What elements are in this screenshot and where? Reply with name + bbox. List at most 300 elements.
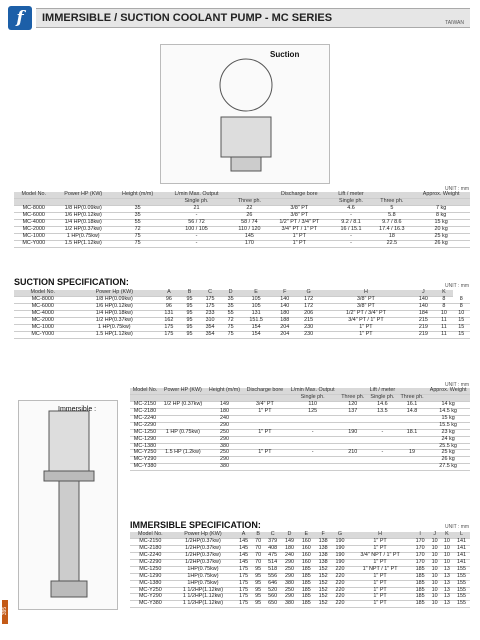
- country-label: TAIWAN: [445, 20, 464, 26]
- table1-cell: -: [331, 233, 372, 240]
- suction-spec-cell: 172: [297, 296, 321, 303]
- table1-cell: 26 kg: [412, 240, 470, 247]
- immersible-spec-cell: 10: [429, 566, 441, 573]
- table1-header-cell: L/min Max. Output: [162, 192, 231, 198]
- table3-cell: [339, 415, 367, 422]
- immersible-spec-cell: 475: [264, 552, 281, 559]
- table3-cell: MC-1290: [130, 436, 160, 443]
- immersible-spec-cell: 650: [264, 601, 281, 608]
- immersible-spec-cell: 1/2HP(0.37kw): [171, 552, 236, 559]
- immersible-spec-row: [130, 580, 470, 587]
- suction-spec-cell: 8: [435, 296, 452, 303]
- table1-cell: 35: [113, 212, 162, 219]
- table1-cell: -: [162, 212, 231, 219]
- table1-cell: 7 kg: [412, 205, 470, 212]
- table3-row: [130, 401, 470, 408]
- suction-spec-cell: 96: [157, 296, 181, 303]
- table1-cell: 56 / 72: [162, 219, 231, 226]
- immersible-spec-cell: 70: [252, 552, 264, 559]
- immersible-spec-cell: 138: [315, 545, 332, 552]
- table1-cell: 1" PT: [268, 240, 330, 247]
- immersible-spec-cell: 185: [412, 573, 429, 580]
- immersible-spec-cell: 1/2HP(0.37kw): [171, 538, 236, 545]
- immersible-spec-cell: 10: [429, 538, 441, 545]
- table3-cell: 23 kg: [426, 429, 470, 436]
- table3-cell: [398, 457, 426, 464]
- suction-spec-header-cell: Model No.: [14, 290, 72, 296]
- suction-spec-cell: 11: [435, 331, 452, 338]
- table3-cell: [339, 457, 367, 464]
- table1-cell: 9.2 / 8.1: [331, 219, 372, 226]
- immersible-spec-cell: 152: [315, 587, 332, 594]
- immersible-spec-cell: 220: [332, 594, 349, 601]
- table3-cell: [160, 408, 206, 415]
- table3-cell: -: [287, 429, 339, 436]
- immersible-spec-cell: 220: [332, 601, 349, 608]
- suction-spec-cell: 354: [198, 324, 222, 331]
- immersible-spec-cell: 10: [429, 580, 441, 587]
- table3-row: [130, 457, 470, 464]
- immersible-spec-cell: 95: [252, 601, 264, 608]
- immersible-spec-header-cell: C: [264, 532, 281, 538]
- table3-cell: 180: [206, 408, 243, 415]
- suction-spec-cell: 162: [157, 317, 181, 324]
- table3-header-cell: Lift / meter: [367, 388, 398, 394]
- immersible-spec-cell: 1" PT: [348, 580, 411, 587]
- immersible-spec-cell: 13: [441, 587, 453, 594]
- suction-spec-cell: 1/2" PT / 3/4" PT: [320, 310, 411, 317]
- table3-cell: [367, 436, 398, 443]
- table3-cell: [287, 464, 339, 471]
- suction-spec-header-cell: Power Hp (KW): [72, 290, 157, 296]
- immersible-spec-header-cell: F: [315, 532, 332, 538]
- table3-cell: 110: [287, 401, 339, 408]
- suction-spec-row: [14, 303, 470, 310]
- table1-cell: 55: [113, 219, 162, 226]
- immersible-spec-cell: 170: [412, 559, 429, 566]
- immersible-spec-cell: 380: [281, 580, 298, 587]
- table1-cell: 5.8: [371, 212, 412, 219]
- immersible-spec-cell: 185: [298, 601, 315, 608]
- page-title: IMMERSIBLE / SUCTION COOLANT PUMP - MC SERIES: [42, 12, 333, 24]
- immersible-spec-cell: 152: [315, 580, 332, 587]
- suction-performance-table: [14, 192, 470, 248]
- table1-cell: 100 / 105: [162, 226, 231, 233]
- table3-cell: [287, 436, 339, 443]
- suction-spec-row: [14, 331, 470, 338]
- table1-cell: MC-1000: [14, 233, 54, 240]
- immersible-spec-cell: MC-1290: [130, 573, 171, 580]
- table3-cell: MC-1380: [130, 443, 160, 450]
- suction-pump-diagram: [161, 45, 331, 185]
- suction-spec-cell: 35: [222, 296, 239, 303]
- suction-spec-header-cell: H: [320, 290, 411, 296]
- table1-cell: MC-2000: [14, 226, 54, 233]
- table1-subheader-cell: Single ph.: [162, 198, 231, 205]
- suction-spec-header-cell: J: [411, 290, 435, 296]
- immersible-spec-cell: MC-Y290: [130, 594, 171, 601]
- immersible-spec-cell: 220: [332, 587, 349, 594]
- table3-cell: -: [287, 450, 339, 457]
- table1-row: [14, 240, 470, 247]
- immersible-spec-cell: 160: [298, 538, 315, 545]
- table3-cell: 290: [206, 422, 243, 429]
- immersible-spec-cell: 170: [412, 538, 429, 545]
- immersible-spec-cell: 1" PT: [348, 601, 411, 608]
- immersible-spec-cell: 152: [315, 573, 332, 580]
- immersible-spec-cell: 70: [252, 559, 264, 566]
- table3-cell: 1" PT: [243, 450, 287, 457]
- immersible-spec-cell: 175: [235, 601, 252, 608]
- table3-cell: [287, 415, 339, 422]
- table1-cell: 1/2 HP(0.37kw): [54, 226, 113, 233]
- table3-cell: [243, 464, 287, 471]
- immersible-spec-cell: 10: [441, 552, 453, 559]
- table3-subheader-cell: Three ph.: [339, 394, 367, 401]
- immersible-spec-cell: 190: [332, 552, 349, 559]
- table3-cell: 290: [206, 436, 243, 443]
- table3-cell: MC-Y250: [130, 450, 160, 457]
- page-header: [0, 6, 480, 32]
- suction-spec-cell: 15: [453, 331, 470, 338]
- brand-logo: f: [8, 6, 32, 30]
- table3-header-cell: Height (m/m): [206, 388, 243, 394]
- immersible-spec-cell: 141: [453, 545, 470, 552]
- immersible-pump-drawing: [18, 400, 118, 610]
- immersible-spec-cell: 70: [252, 545, 264, 552]
- table3-cell: 13.5: [367, 408, 398, 415]
- table3-subheader-cell: Single ph.: [367, 394, 398, 401]
- suction-spec-row: [14, 310, 470, 317]
- table3-cell: [398, 436, 426, 443]
- table3-cell: 210: [339, 450, 367, 457]
- suction-spec-cell: 151.5: [239, 317, 273, 324]
- immersible-spec-cell: 10: [429, 587, 441, 594]
- table1-cell: 16 / 15.1: [331, 226, 372, 233]
- immersible-spec-cell: 10: [441, 538, 453, 545]
- table3-row: [130, 429, 470, 436]
- immersible-spec-cell: 13: [441, 594, 453, 601]
- immersible-spec-cell: 380: [281, 601, 298, 608]
- immersible-spec-cell: 185: [412, 601, 429, 608]
- table1-header-cell: Model No.: [14, 192, 54, 198]
- table3-cell: [339, 436, 367, 443]
- immersible-spec-cell: 155: [453, 566, 470, 573]
- suction-spec-cell: 215: [297, 317, 321, 324]
- suction-spec-cell: 184: [411, 310, 435, 317]
- table3-cell: 14.8: [398, 408, 426, 415]
- suction-spec-cell: 204: [273, 331, 297, 338]
- immersible-spec-cell: 145: [235, 545, 252, 552]
- table1-cell: 8 kg: [412, 212, 470, 219]
- table3-header-cell: Discharge bore: [243, 388, 287, 394]
- immersible-spec-cell: 10: [429, 545, 441, 552]
- table1-subheader-cell: Three ph.: [231, 198, 268, 205]
- table3-cell: 24 kg: [426, 436, 470, 443]
- table1-cell: MC-6000: [14, 212, 54, 219]
- table1-cell: 1/2" PT / 3/4" PT: [268, 219, 330, 226]
- table1-cell: 75: [113, 240, 162, 247]
- suction-spec-header-cell: C: [198, 290, 222, 296]
- immersible-spec-cell: 1" PT: [348, 559, 411, 566]
- suction-pump-drawing: [160, 44, 330, 184]
- suction-spec-cell: 95: [181, 331, 198, 338]
- immersible-spec-header-cell: L: [453, 532, 470, 538]
- table1-cell: 20 kg: [412, 226, 470, 233]
- immersible-spec-cell: 175: [235, 587, 252, 594]
- immersible-spec-cell: 145: [235, 538, 252, 545]
- suction-spec-cell: 95: [181, 303, 198, 310]
- immersible-spec-cell: 1" PT: [348, 545, 411, 552]
- immersible-spec-cell: 1/2HP(0.37kw): [171, 545, 236, 552]
- table1-cell: 4.6: [331, 205, 372, 212]
- table1-cell: 1/4 HP(0.18kw): [54, 219, 113, 226]
- immersible-spec-table: [130, 532, 470, 608]
- table3-cell: MC-2180: [130, 408, 160, 415]
- immersible-spec-cell: 13: [441, 580, 453, 587]
- immersible-spec-cell: MC-1380: [130, 580, 171, 587]
- immersible-spec-cell: 190: [332, 559, 349, 566]
- immersible-spec-cell: 175: [235, 580, 252, 587]
- table1-cell: 145: [231, 233, 268, 240]
- table1-cell: 9.7 / 8.6: [371, 219, 412, 226]
- suction-spec-cell: 55: [222, 310, 239, 317]
- suction-spec-cell: 105: [239, 303, 273, 310]
- suction-spec-cell: 175: [157, 324, 181, 331]
- suction-spec-row: [14, 324, 470, 331]
- immersible-spec-cell: 290: [281, 594, 298, 601]
- table3-cell: [398, 415, 426, 422]
- suction-spec-cell: 11: [435, 324, 452, 331]
- suction-spec-cell: 215: [411, 317, 435, 324]
- suction-spec-cell: 175: [198, 296, 222, 303]
- suction-spec-cell: 175: [198, 303, 222, 310]
- immersible-spec-cell: 10: [429, 594, 441, 601]
- table3-cell: [160, 457, 206, 464]
- suction-spec-cell: 95: [181, 324, 198, 331]
- suction-spec-cell: 96: [157, 303, 181, 310]
- immersible-spec-cell: 13: [441, 566, 453, 573]
- suction-spec-header-cell: A: [157, 290, 181, 296]
- immersible-spec-cell: 1" PT: [348, 587, 411, 594]
- immersible-spec-cell: 290: [281, 573, 298, 580]
- suction-spec-cell: 1" PT: [320, 331, 411, 338]
- immersible-spec-header-cell: H: [348, 532, 411, 538]
- suction-spec-cell: 354: [198, 331, 222, 338]
- immersible-spec-cell: 408: [264, 545, 281, 552]
- immersible-spec-cell: 95: [252, 587, 264, 594]
- immersible-spec-cell: 13: [441, 601, 453, 608]
- immersible-label: Immersible :: [58, 406, 97, 413]
- table3-cell: MC-2240: [130, 415, 160, 422]
- immersible-spec-cell: 185: [412, 594, 429, 601]
- immersible-spec-cell: 10: [429, 552, 441, 559]
- table3-cell: 26 kg: [426, 457, 470, 464]
- immersible-spec-header-cell: K: [441, 532, 453, 538]
- table1-header-cell: Approx. Weight: [412, 192, 470, 198]
- suction-spec-cell: 105: [239, 296, 273, 303]
- immersible-spec-cell: MC-2240: [130, 552, 171, 559]
- table1-cell: -: [331, 212, 372, 219]
- immersible-spec-cell: 70: [252, 538, 264, 545]
- table1-header-cell: Power HP (KW): [54, 192, 113, 198]
- immersible-spec-cell: 155: [453, 573, 470, 580]
- suction-spec-cell: 1/4 HP(0.18kw): [72, 310, 157, 317]
- table3-cell: -: [367, 450, 398, 457]
- immersible-spec-cell: 290: [281, 559, 298, 566]
- table3-cell: 14.6: [367, 401, 398, 408]
- immersible-spec-cell: 175: [235, 594, 252, 601]
- immersible-spec-cell: 646: [264, 580, 281, 587]
- table3-cell: MC-Y290: [130, 457, 160, 464]
- immersible-spec-cell: 220: [332, 566, 349, 573]
- page-number: 395: [2, 606, 9, 616]
- immersible-spec-cell: 160: [298, 545, 315, 552]
- immersible-spec-cell: 141: [453, 552, 470, 559]
- suction-spec-header-cell: G: [297, 290, 321, 296]
- immersible-spec-cell: 10: [441, 559, 453, 566]
- immersible-spec-cell: 185: [298, 580, 315, 587]
- immersible-spec-cell: 138: [315, 538, 332, 545]
- suction-spec-header-cell: F: [273, 290, 297, 296]
- table3-cell: 25.5 kg: [426, 443, 470, 450]
- suction-spec-cell: 95: [181, 317, 198, 324]
- suction-spec-cell: 131: [157, 310, 181, 317]
- suction-spec-cell: 230: [297, 331, 321, 338]
- immersible-spec-cell: 95: [252, 580, 264, 587]
- immersible-spec-cell: 170: [412, 552, 429, 559]
- table1-cell: 18: [371, 233, 412, 240]
- table3-cell: 120: [339, 401, 367, 408]
- table3-cell: 149: [206, 401, 243, 408]
- table3-cell: 27.5 kg: [426, 464, 470, 471]
- immersible-spec-cell: MC-2150: [130, 538, 171, 545]
- immersible-spec-cell: 1HP(0.75kw): [171, 566, 236, 573]
- suction-spec-cell: 154: [239, 331, 273, 338]
- immersible-spec-cell: 95: [252, 594, 264, 601]
- suction-spec-cell: 1" PT: [320, 324, 411, 331]
- table3-cell: 250: [206, 429, 243, 436]
- unit-label-4: UNIT : mm: [445, 524, 470, 530]
- table3-cell: 190: [339, 429, 367, 436]
- table3-header-cell: Power HP (KW): [160, 388, 206, 394]
- immersible-spec-cell: 145: [235, 552, 252, 559]
- suction-spec-cell: 10: [435, 310, 452, 317]
- table1-cell: 17.4 / 16.3: [371, 226, 412, 233]
- table1-cell: 22.5: [371, 240, 412, 247]
- table1-cell: 1/8 HP(0.09kw): [54, 205, 113, 212]
- immersible-spec-cell: 1" PT: [348, 573, 411, 580]
- table1-cell: MC-4000: [14, 219, 54, 226]
- table3-cell: 250: [206, 450, 243, 457]
- immersible-spec-cell: 170: [412, 545, 429, 552]
- immersible-spec-cell: 175: [235, 573, 252, 580]
- immersible-spec-cell: MC-1250: [130, 566, 171, 573]
- table1-cell: 3/8" PT: [268, 205, 330, 212]
- suction-spec-cell: 3/4" PT / 1" PT: [320, 317, 411, 324]
- table1-subheader-cell: Three ph.: [371, 198, 412, 205]
- suction-spec-cell: 154: [239, 324, 273, 331]
- table1-cell: -: [162, 233, 231, 240]
- suction-spec-cell: 230: [297, 324, 321, 331]
- immersible-spec-cell: 10: [429, 601, 441, 608]
- table3-header-cell: L/min Max. Output: [287, 388, 339, 394]
- immersible-spec-cell: MC-Y380: [130, 601, 171, 608]
- immersible-spec-header-cell: Model No.: [130, 532, 171, 538]
- immersible-spec-header-cell: E: [298, 532, 315, 538]
- immersible-spec-cell: 155: [453, 601, 470, 608]
- immersible-spec-cell: 175: [235, 566, 252, 573]
- immersible-spec-cell: 560: [264, 594, 281, 601]
- table1-cell: 75: [113, 233, 162, 240]
- table3-cell: 18.1: [398, 429, 426, 436]
- immersible-spec-cell: 138: [315, 552, 332, 559]
- suction-spec-cell: 75: [222, 331, 239, 338]
- suction-spec-cell: MC-4000: [14, 310, 72, 317]
- immersible-spec-cell: 1" NPT / 1" PT: [348, 566, 411, 573]
- immersible-pump-diagram: [19, 401, 119, 611]
- immersible-spec-header-cell: D: [281, 532, 298, 538]
- table1-cell: 72: [113, 226, 162, 233]
- suction-spec-cell: 1/2 HP(0.37kw): [72, 317, 157, 324]
- table3-cell: 137: [339, 408, 367, 415]
- immersible-spec-title: IMMERSIBLE SPECIFICATION:: [130, 520, 261, 530]
- table1-header-cell: Discharge bore: [268, 192, 330, 198]
- immersible-spec-cell: 185: [298, 573, 315, 580]
- suction-spec-cell: 140: [411, 296, 435, 303]
- immersible-spec-cell: 190: [332, 538, 349, 545]
- immersible-spec-cell: 180: [281, 545, 298, 552]
- suction-spec-cell: 8: [453, 303, 470, 310]
- suction-spec-cell: 72: [222, 317, 239, 324]
- table3-row: [130, 436, 470, 443]
- immersible-spec-cell: 145: [235, 559, 252, 566]
- immersible-spec-cell: 155: [453, 580, 470, 587]
- immersible-spec-cell: 3/4" NPT / 1" PT: [348, 552, 411, 559]
- immersible-spec-cell: 185: [298, 587, 315, 594]
- suction-spec-cell: MC-2000: [14, 317, 72, 324]
- table1-cell: 21: [162, 205, 231, 212]
- suction-spec-header-cell: E: [239, 290, 273, 296]
- immersible-spec-cell: 514: [264, 559, 281, 566]
- suction-spec-cell: 219: [411, 324, 435, 331]
- table1-cell: 25 kg: [412, 233, 470, 240]
- suction-spec-cell: 1/8 HP(0.09kw): [72, 296, 157, 303]
- suction-spec-cell: 131: [239, 310, 273, 317]
- table3-row: [130, 415, 470, 422]
- table3-subheader-cell: Single ph.: [287, 394, 339, 401]
- suction-spec-cell: MC-1000: [14, 324, 72, 331]
- suction-spec-cell: 35: [222, 303, 239, 310]
- immersible-spec-cell: 152: [315, 566, 332, 573]
- suction-label: Suction: [270, 50, 300, 59]
- immersible-spec-cell: 160: [298, 559, 315, 566]
- table3-cell: [160, 436, 206, 443]
- immersible-spec-cell: 250: [281, 566, 298, 573]
- immersible-performance-table: [130, 388, 470, 471]
- immersible-spec-cell: 160: [298, 552, 315, 559]
- table1-cell: 1.5 HP(1.12kw): [54, 240, 113, 247]
- table3-cell: 14.5 kg: [426, 408, 470, 415]
- table3-cell: 380: [206, 443, 243, 450]
- immersible-spec-cell: 379: [264, 538, 281, 545]
- table1-cell: 170: [231, 240, 268, 247]
- immersible-spec-cell: 1" PT: [348, 538, 411, 545]
- table3-cell: -: [367, 429, 398, 436]
- immersible-spec-cell: 1HP(0.75kw): [171, 573, 236, 580]
- immersible-spec-header-cell: Power Hp (KW): [171, 532, 236, 538]
- table1-subheader-cell: Single ph.: [331, 198, 372, 205]
